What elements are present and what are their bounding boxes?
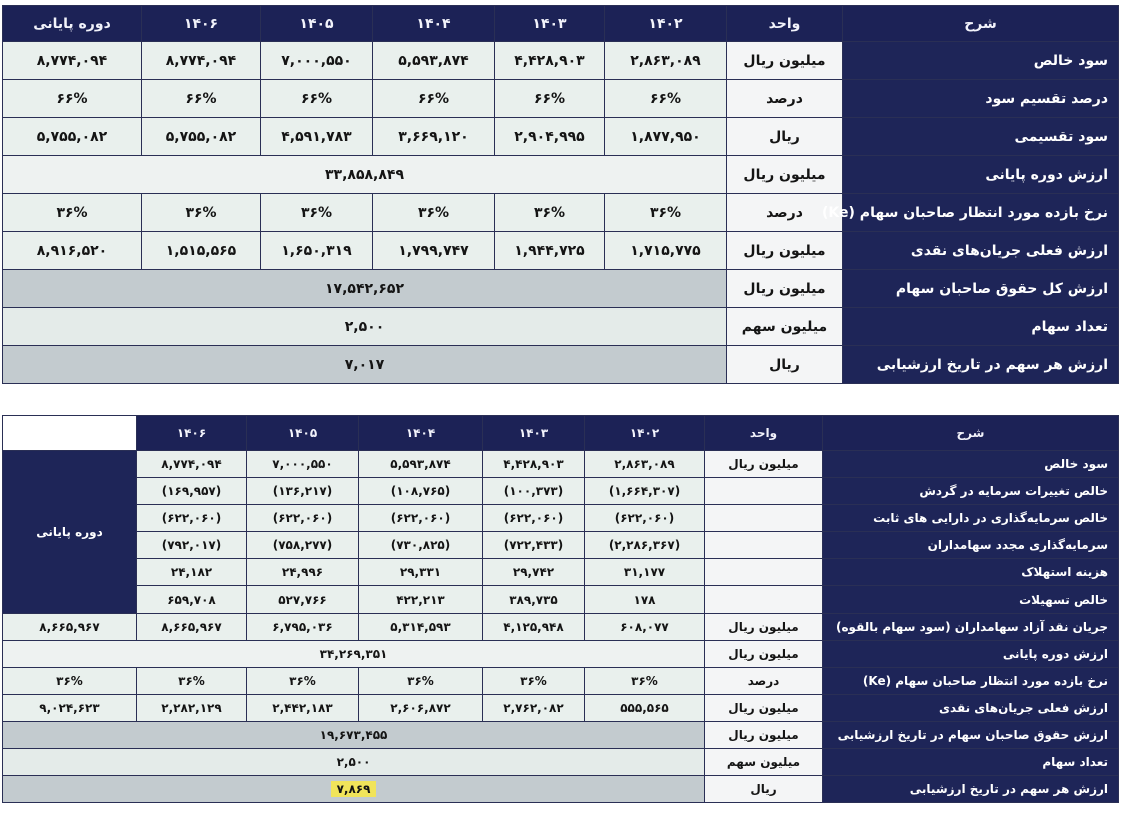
row-label: نرخ بازده مورد انتظار صاحبان سهام (Ke)	[843, 194, 1119, 232]
valuation-table-dividends	[2, 5, 1119, 384]
row-merged-value: ۳۴,۲۶۹,۳۵۱	[3, 640, 705, 667]
column-header: واحد	[727, 6, 843, 42]
row-unit	[705, 532, 823, 559]
row-unit: میلیون سهم	[727, 308, 843, 346]
cell-value: ۱۷۸	[585, 586, 705, 613]
cell-value: ۵۵۵,۵۶۵	[585, 694, 705, 721]
cell-value: ۲,۷۶۲,۰۸۲	[483, 694, 585, 721]
cell-value: (۷۵۸,۲۷۷)	[247, 532, 359, 559]
table-row	[3, 451, 1119, 478]
row-label: سود خالص	[823, 451, 1119, 478]
cell-value: ۳۶%	[359, 667, 483, 694]
row-unit: میلیون ریال	[705, 721, 823, 748]
row-label: تعداد سهام	[843, 308, 1119, 346]
cell-value: ۶۶%	[605, 80, 727, 118]
cell-value: ۶۶%	[142, 80, 261, 118]
cell-value: ۴,۵۹۱,۷۸۳	[261, 118, 373, 156]
cell-value: (۶۲۲,۰۶۰)	[247, 505, 359, 532]
cell-value: ۳۶%	[247, 667, 359, 694]
table-row	[3, 667, 1119, 694]
cell-value: ۲,۶۰۶,۸۷۲	[359, 694, 483, 721]
table-row	[3, 721, 1119, 748]
table-row	[3, 42, 1119, 80]
cell-value: ۵,۷۵۵,۰۸۲	[142, 118, 261, 156]
cell-value: ۳۸۹,۷۳۵	[483, 586, 585, 613]
header-row	[3, 416, 1119, 451]
cell-value: ۳۶%	[3, 667, 137, 694]
row-unit: میلیون ریال	[727, 42, 843, 80]
cell-value: ۱,۸۷۷,۹۵۰	[605, 118, 727, 156]
table-row	[3, 118, 1119, 156]
row-label: سرمایه‌گذاری مجدد سهامداران	[823, 532, 1119, 559]
column-header: شرح	[843, 6, 1119, 42]
row-merged-value: ۲,۵۰۰	[3, 308, 727, 346]
valuation-table-fcfe	[2, 415, 1119, 803]
cell-value: (۶۲۲,۰۶۰)	[137, 505, 247, 532]
cell-value: ۴,۴۲۸,۹۰۳	[495, 42, 605, 80]
cell-value: ۸,۶۶۵,۹۶۷	[137, 613, 247, 640]
column-header: ۱۴۰۴	[373, 6, 495, 42]
row-merged-value: ۱۹,۶۷۳,۴۵۵	[3, 721, 705, 748]
cell-value: ۸,۹۱۶,۵۲۰	[3, 232, 142, 270]
row-unit: درصد	[727, 194, 843, 232]
cell-value: ۲,۸۶۳,۰۸۹	[585, 451, 705, 478]
cell-value: (۶۲۲,۰۶۰)	[359, 505, 483, 532]
cell-value: ۲,۴۴۲,۱۸۳	[247, 694, 359, 721]
cell-value: ۲,۸۶۳,۰۸۹	[605, 42, 727, 80]
row-label: ارزش دوره پایانی	[823, 640, 1119, 667]
row-label: درصد تقسیم سود	[843, 80, 1119, 118]
row-unit	[705, 505, 823, 532]
cell-value: ۱,۷۱۵,۷۷۵	[605, 232, 727, 270]
cell-value: ۵,۳۱۴,۵۹۳	[359, 613, 483, 640]
cell-value: (۱۳۶,۲۱۷)	[247, 478, 359, 505]
cell-value: (۱۶۹,۹۵۷)	[137, 478, 247, 505]
cell-value: ۱,۹۴۴,۷۲۵	[495, 232, 605, 270]
row-unit: میلیون ریال	[705, 694, 823, 721]
table-row	[3, 232, 1119, 270]
row-merged-value	[3, 776, 705, 803]
row-unit: میلیون ریال	[727, 156, 843, 194]
table-divider	[0, 398, 1125, 406]
row-label: جریان نقد آزاد سهامداران (سود سهام بالقوه)	[823, 613, 1119, 640]
terminal-period-label: دوره پایانی	[3, 451, 137, 614]
table-row	[3, 194, 1119, 232]
column-header: ۱۴۰۵	[261, 6, 373, 42]
cell-value: ۳,۶۶۹,۱۲۰	[373, 118, 495, 156]
cell-value: ۸,۷۷۴,۰۹۴	[142, 42, 261, 80]
row-label: سود تقسیمی	[843, 118, 1119, 156]
table-row	[3, 156, 1119, 194]
header-row	[3, 6, 1119, 42]
column-header: ۱۴۰۳	[495, 6, 605, 42]
header-corner	[3, 416, 137, 451]
table-row	[3, 776, 1119, 803]
column-header: دوره پایانی	[3, 6, 142, 42]
cell-value: ۴,۴۲۸,۹۰۳	[483, 451, 585, 478]
terminal-value: ۸,۶۶۵,۹۶۷	[3, 613, 137, 640]
column-header: ۱۴۰۶	[137, 416, 247, 451]
cell-value: ۶۶%	[261, 80, 373, 118]
row-merged-value: ۳۳,۸۵۸,۸۴۹	[3, 156, 727, 194]
cell-value: (۶۲۲,۰۶۰)	[483, 505, 585, 532]
cell-value: ۳۶%	[585, 667, 705, 694]
cell-value: ۲,۲۸۲,۱۲۹	[137, 694, 247, 721]
cell-value: (۱۰۸,۷۶۵)	[359, 478, 483, 505]
cell-value: ۳۶%	[605, 194, 727, 232]
cell-value: ۸,۷۷۴,۰۹۴	[137, 451, 247, 478]
cell-value: ۶۶%	[373, 80, 495, 118]
cell-value: ۵,۵۹۳,۸۷۴	[373, 42, 495, 80]
cell-value: ۴,۱۲۵,۹۴۸	[483, 613, 585, 640]
cell-value: ۲,۹۰۴,۹۹۵	[495, 118, 605, 156]
row-label: تعداد سهام	[823, 749, 1119, 776]
row-label: خالص تغییرات سرمایه در گردش	[823, 478, 1119, 505]
row-label: نرخ بازده مورد انتظار صاحبان سهام (Ke)	[823, 667, 1119, 694]
cell-value: ۶۶%	[3, 80, 142, 118]
row-unit	[705, 559, 823, 586]
cell-value: ۱,۵۱۵,۵۶۵	[142, 232, 261, 270]
table-row	[3, 80, 1119, 118]
row-merged-value: ۱۷,۵۴۲,۶۵۲	[3, 270, 727, 308]
row-unit: درصد	[727, 80, 843, 118]
row-unit: میلیون ریال	[705, 451, 823, 478]
column-header: شرح	[823, 416, 1119, 451]
row-unit: ریال	[727, 118, 843, 156]
column-header: ۱۴۰۴	[359, 416, 483, 451]
row-label: ارزش کل حقوق صاحبان سهام	[843, 270, 1119, 308]
cell-value: ۵,۵۹۳,۸۷۴	[359, 451, 483, 478]
cell-value: ۶۶%	[495, 80, 605, 118]
cell-value: (۲,۲۸۶,۳۶۷)	[585, 532, 705, 559]
cell-value: ۱,۷۹۹,۷۴۷	[373, 232, 495, 270]
row-unit	[705, 478, 823, 505]
cell-value: ۵,۷۵۵,۰۸۲	[3, 118, 142, 156]
column-header: واحد	[705, 416, 823, 451]
row-unit: میلیون ریال	[727, 232, 843, 270]
cell-value: ۳۱,۱۷۷	[585, 559, 705, 586]
table-row	[3, 308, 1119, 346]
row-unit: میلیون سهم	[705, 749, 823, 776]
cell-value: (۷۲۲,۴۳۳)	[483, 532, 585, 559]
row-label: ارزش فعلی جریان‌های نقدی	[823, 694, 1119, 721]
cell-value: ۷,۰۰۰,۵۵۰	[261, 42, 373, 80]
table-row	[3, 505, 1119, 532]
row-label: هزینه استهلاک	[823, 559, 1119, 586]
row-label: ارزش هر سهم در تاریخ ارزشیابی	[823, 776, 1119, 803]
table-row-fcfe	[3, 613, 1119, 640]
cell-value: ۳۶%	[137, 667, 247, 694]
cell-value: ۴۲۲,۲۱۳	[359, 586, 483, 613]
cell-value: ۳۶%	[495, 194, 605, 232]
table-row	[3, 559, 1119, 586]
cell-value: (۶۲۲,۰۶۰)	[585, 505, 705, 532]
cell-value: ۶۵۹,۷۰۸	[137, 586, 247, 613]
row-unit: میلیون ریال	[727, 270, 843, 308]
table-row	[3, 532, 1119, 559]
cell-value: ۲۹,۷۴۲	[483, 559, 585, 586]
cell-value: ۳۶%	[373, 194, 495, 232]
cell-value: ۸,۷۷۴,۰۹۴	[3, 42, 142, 80]
cell-value: ۳۶%	[261, 194, 373, 232]
row-merged-value: ۲,۵۰۰	[3, 749, 705, 776]
cell-value: ۵۲۷,۷۶۶	[247, 586, 359, 613]
row-label: خالص تسهیلات	[823, 586, 1119, 613]
cell-value: ۲۴,۱۸۲	[137, 559, 247, 586]
column-header: ۱۴۰۶	[142, 6, 261, 42]
cell-value: ۲۴,۹۹۶	[247, 559, 359, 586]
column-header: ۱۴۰۵	[247, 416, 359, 451]
row-label: ارزش فعلی جریان‌های نقدی	[843, 232, 1119, 270]
table-row	[3, 346, 1119, 384]
cell-value: ۶,۷۹۵,۰۳۶	[247, 613, 359, 640]
cell-value: ۳۶%	[483, 667, 585, 694]
cell-value: (۷۹۲,۰۱۷)	[137, 532, 247, 559]
cell-value: ۳۶%	[3, 194, 142, 232]
highlighted-share-value: ۷,۸۶۹	[331, 781, 377, 797]
row-label: ارزش هر سهم در تاریخ ارزشیابی	[843, 346, 1119, 384]
cell-value: ۱,۶۵۰,۳۱۹	[261, 232, 373, 270]
cell-value: (۱۰۰,۳۷۳)	[483, 478, 585, 505]
row-unit	[705, 586, 823, 613]
row-merged-value: ۷,۰۱۷	[3, 346, 727, 384]
table-row	[3, 640, 1119, 667]
cell-value: ۹,۰۲۴,۶۲۳	[3, 694, 137, 721]
row-unit: ریال	[727, 346, 843, 384]
column-header: ۱۴۰۳	[483, 416, 585, 451]
row-unit: میلیون ریال	[705, 640, 823, 667]
table-row	[3, 749, 1119, 776]
row-unit: درصد	[705, 667, 823, 694]
cell-value: ۲۹,۳۳۱	[359, 559, 483, 586]
cell-value: (۷۳۰,۸۲۵)	[359, 532, 483, 559]
table-row	[3, 478, 1119, 505]
table-row	[3, 586, 1119, 613]
row-unit: میلیون ریال	[705, 613, 823, 640]
cell-value: ۳۶%	[142, 194, 261, 232]
cell-value: (۱,۶۶۴,۳۰۷)	[585, 478, 705, 505]
table-row	[3, 270, 1119, 308]
column-header: ۱۴۰۲	[605, 6, 727, 42]
cell-value: ۶۰۸,۰۷۷	[585, 613, 705, 640]
row-label: ارزش دوره پایانی	[843, 156, 1119, 194]
row-label: خالص سرمایه‌گذاری در دارایی های ثابت	[823, 505, 1119, 532]
table-row	[3, 694, 1119, 721]
row-unit: ریال	[705, 776, 823, 803]
column-header: ۱۴۰۲	[585, 416, 705, 451]
row-label: سود خالص	[843, 42, 1119, 80]
cell-value: ۷,۰۰۰,۵۵۰	[247, 451, 359, 478]
row-label: ارزش حقوق صاحبان سهام در تاریخ ارزشیابی	[823, 721, 1119, 748]
